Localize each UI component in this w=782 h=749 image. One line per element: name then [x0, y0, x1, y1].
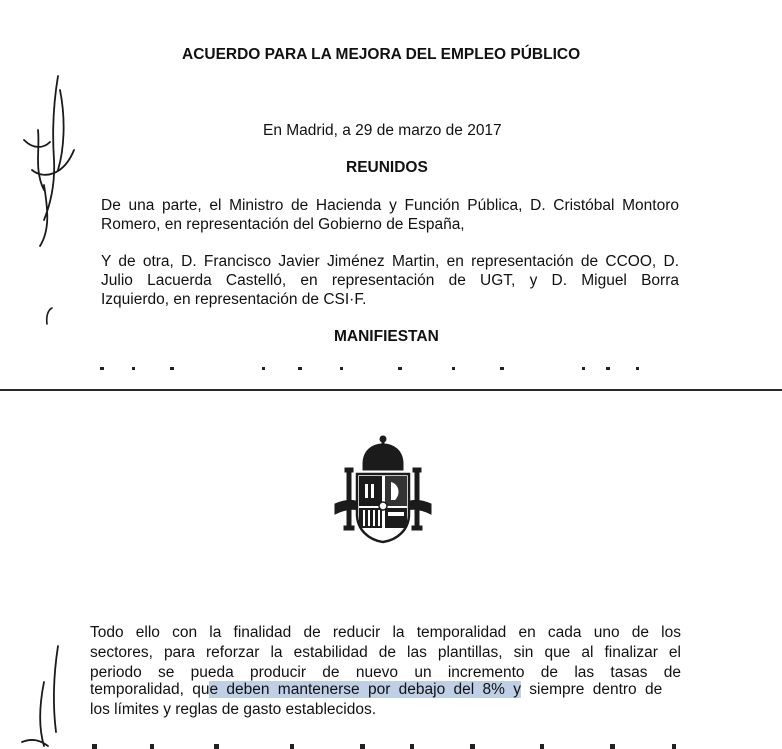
document-title: ACUERDO PARA LA MEJORA DEL EMPLEO PÚBLICO	[182, 46, 581, 63]
coat-of-arms-icon	[329, 434, 437, 546]
place-and-date: En Madrid, a 29 de marzo de 2017	[263, 122, 502, 139]
paragraph-line: sectores, para reforzar la estabilidad de las plantillas, sin que al finalizar el	[90, 644, 681, 661]
cut-off-text-line	[0, 366, 782, 374]
handwritten-initials-signature	[14, 70, 84, 250]
heading-manifiestan: MANIFIESTAN	[334, 328, 439, 345]
paragraph-line: los límites y reglas de gasto establecidos.	[90, 701, 377, 718]
text-segment: siempre dentro de	[520, 681, 663, 698]
paragraph-line: Y de otra, D. Francisco Javier Jiménez Martin, en representación de CCOO, D.	[101, 253, 679, 270]
paragraph-line: De una parte, el Ministro de Hacienda y Función Pública, D. Cristóbal Montoro	[101, 197, 679, 214]
document-page-2	[0, 392, 782, 749]
text-segment: temporalidad, qu	[90, 681, 210, 698]
handwritten-initials-signature	[14, 642, 84, 749]
handwritten-mark	[40, 300, 70, 360]
cut-off-text-line	[0, 741, 782, 749]
paragraph-line: Romero, en representación del Gobierno de España,	[101, 216, 465, 233]
paragraph-line: Julio Lacuerda Castelló, en representación de UGT, y D. Miguel Borra	[101, 272, 679, 289]
heading-reunidos: REUNIDOS	[346, 159, 428, 176]
page-divider	[0, 389, 782, 391]
paragraph-line: periodo se pueda producir de nuevo un incremento de las tasas de	[90, 664, 681, 681]
paragraph-line: Izquierdo, en representación de CSI·F.	[101, 291, 367, 308]
paragraph-line-with-highlight	[90, 680, 662, 700]
paragraph-line: Todo ello con la finalidad de reducir la temporalidad en cada uno de los	[90, 624, 681, 641]
highlighted-text[interactable]: e deben mantenerse por debajo del 8% y	[209, 681, 521, 698]
